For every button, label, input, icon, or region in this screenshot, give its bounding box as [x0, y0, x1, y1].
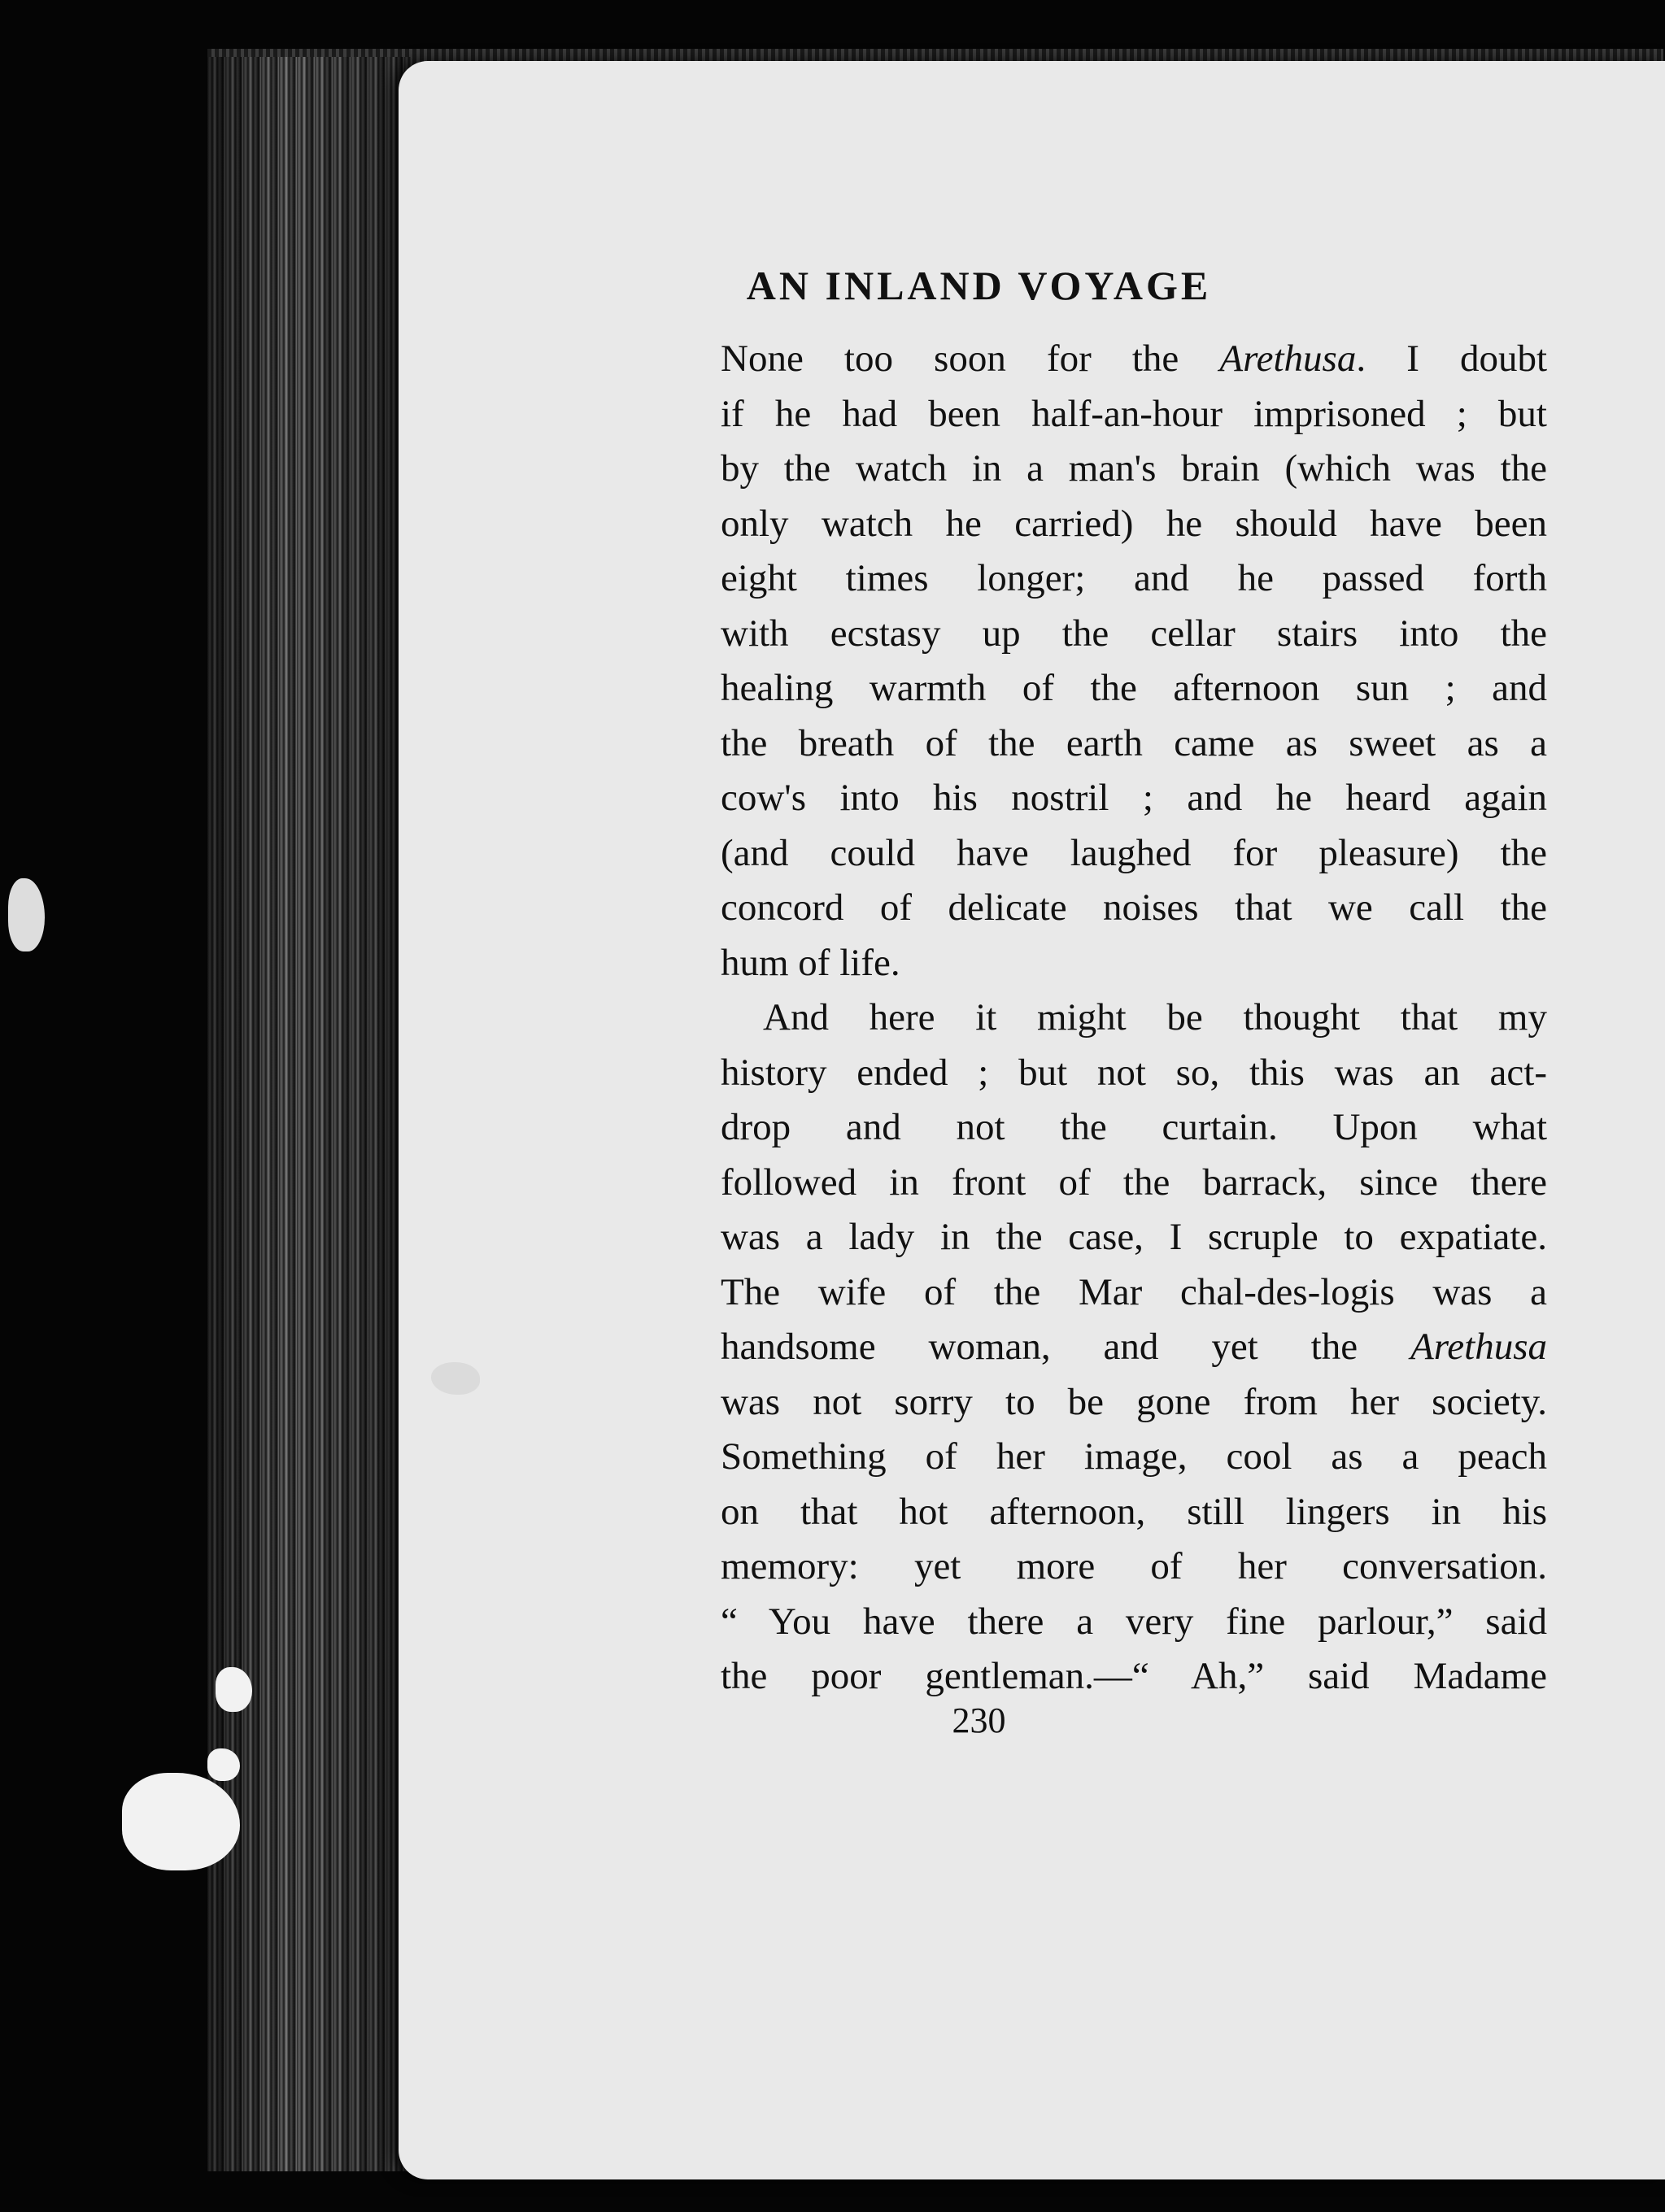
text-line: concord of delicate noises that we call the — [721, 886, 1547, 929]
text-line: on that hot afternoon, still lingers in his — [721, 1490, 1547, 1533]
text-line: None too soon for the Arethusa. I doubt — [721, 337, 1547, 380]
text-line: (and could have laughed for pleasure) the — [721, 831, 1547, 874]
text-line: memory: yet more of her conversation. — [721, 1545, 1547, 1587]
text-line: the poor gentleman.—“ Ah,” said Madame — [721, 1655, 1547, 1697]
page-stain — [431, 1362, 480, 1395]
body-text — [721, 332, 1547, 1705]
text-line: handsome woman, and yet the Arethusa — [721, 1326, 1547, 1368]
ship-name: Arethusa — [1410, 1326, 1547, 1368]
page-number — [0, 1700, 1665, 1741]
page-number-text: 230 — [952, 1700, 1006, 1740]
text-line: healing warmth of the afternoon sun ; and — [721, 667, 1547, 709]
text-line: only watch he carried) he should have been — [721, 502, 1547, 545]
damage-spot — [8, 878, 45, 951]
running-head-text: AN INLAND VOYAGE — [746, 263, 1212, 308]
ship-name: Arethusa — [1219, 337, 1357, 380]
text-line: with ecstasy up the cellar stairs into the — [721, 612, 1547, 655]
text-line: followed in front of the barrack, since there — [721, 1160, 1547, 1204]
text-line: eight times longer; and he passed forth — [721, 557, 1547, 599]
text-line: And here it might be thought that my — [763, 996, 1547, 1039]
text-line: history ended ; but not so, this was an act- — [721, 1051, 1547, 1094]
text-line: if he had been half-an-hour imprisoned ; but — [721, 392, 1547, 435]
book-edge-shadow — [207, 57, 411, 2171]
text-line: drop and not the curtain. Upon what — [721, 1106, 1547, 1148]
text-line: by the watch in a man's brain (which was the — [721, 447, 1547, 490]
text-line: “ You have there a very fine parlour,” said — [721, 1600, 1547, 1643]
text-line: The wife of the Mar chal-des-logis was a — [721, 1270, 1547, 1313]
text-line: cow's into his nostril ; and he heard again — [721, 777, 1547, 819]
running-head — [0, 262, 1665, 309]
text-line: hum of life. — [721, 941, 900, 984]
text-line: Something of her image, cool as a peach — [721, 1435, 1547, 1478]
text-line: the breath of the earth came as sweet as a — [721, 721, 1547, 764]
text-line: was a lady in the case, I scruple to expatiate. — [721, 1216, 1547, 1258]
damage-spot — [207, 1748, 240, 1781]
text-line: was not sorry to be gone from her society. — [721, 1380, 1547, 1423]
